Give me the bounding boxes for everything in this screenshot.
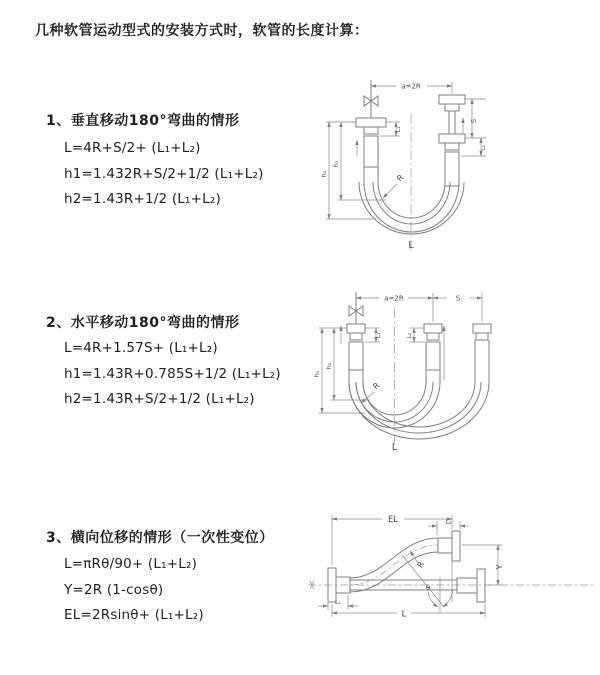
dimension-l1: [380, 122, 402, 136]
page-title: 几种软管运动型式的安装方式时，软管的长度计算：: [35, 23, 369, 39]
radius-callout: [383, 173, 406, 198]
section-2-formula-h1: h1=1.43R+0.785S+1/2 (L₁+L₂): [64, 366, 281, 382]
l-label: L: [401, 609, 407, 620]
dimension-l1: [365, 328, 382, 342]
section-2-heading: 2、水平移动180°弯曲的情形: [46, 315, 240, 331]
section-1-heading: 1、垂直移动180°弯曲的情形: [46, 113, 240, 129]
right-fitting: [439, 95, 465, 186]
section-2-formula-h2: h2=1.43R+S/2+1/2 (L₁+L₂): [64, 391, 255, 407]
left-fitting: [347, 324, 365, 370]
dimension-y: [462, 545, 504, 585]
section-1-formula-h2: h2=1.43R+1/2 (L₁+L₂): [64, 191, 221, 207]
braided-section: [445, 152, 459, 186]
braided-section: [364, 136, 378, 167]
r-label: R: [415, 560, 427, 570]
h2-label: h₂: [325, 362, 333, 370]
section-3-formula-EL: EL=2Rsinθ+ (L₁+L₂): [64, 607, 204, 623]
dimension-l2: [406, 328, 425, 342]
movement-arrows: [341, 326, 444, 380]
h1-label: h₁: [320, 170, 328, 178]
diagram-vertical-bend: [314, 72, 594, 264]
a2r-label: a=2R: [384, 294, 404, 303]
l-label: L: [408, 240, 414, 251]
right-fitting: [473, 324, 491, 340]
diagram-horizontal-bend: [308, 282, 598, 462]
y-label: Y: [495, 564, 504, 570]
l1-label: L₁: [375, 332, 382, 339]
dimension-a2r: [371, 82, 452, 93]
hose: [349, 340, 489, 439]
l2-label: L₂: [445, 519, 452, 526]
valve-icon: [349, 292, 363, 324]
section-3-formula-Y: Y=2R (1-cosθ): [64, 582, 164, 598]
hose: [359, 167, 464, 234]
angle-theta: [402, 555, 453, 613]
dimension-a2r: [356, 293, 482, 322]
braided-section: [349, 342, 363, 370]
l1-label: L₁: [395, 126, 402, 133]
el-label: EL: [387, 515, 399, 525]
l2-label: L₂: [480, 145, 487, 151]
left-fitting: [356, 118, 386, 167]
section-3-formula-L: L=πRθ/90+ (L₁+L₂): [64, 556, 198, 572]
l-label: L: [391, 442, 398, 453]
section-1-formula-L: L=4R+S/2+ (L₁+L₂): [64, 140, 201, 156]
braided-section: [426, 342, 440, 370]
l2-label: L₂: [406, 332, 413, 339]
s-label: S: [455, 294, 461, 303]
dimension-s: [461, 99, 487, 156]
middle-fitting: [424, 324, 442, 370]
bottom-right-flange: [457, 569, 485, 602]
dimension-l2: [428, 519, 469, 535]
dimension-l1: [318, 595, 358, 610]
theta-label: θ: [425, 584, 431, 592]
section-1-formula-h1: h1=1.432R+S/2+1/2 (L₁+L₂): [64, 166, 264, 182]
h2-label: h₂: [332, 160, 340, 168]
a2r-label: a=2R: [401, 82, 421, 91]
diagram-lateral-displacement: [300, 505, 600, 645]
section-2-formula-L: L=4R+1.57S+ (L₁+L₂): [64, 340, 218, 356]
dimension-el: [332, 515, 452, 565]
dimension-h: [320, 122, 386, 219]
h1-label: h₁: [313, 370, 321, 378]
s-label: S: [470, 118, 478, 124]
r-label: R: [395, 172, 406, 184]
r-label: R: [371, 380, 382, 392]
l1-label: L₁: [335, 599, 341, 606]
section-3-heading: 3、横向位移的情形（一次性变位）: [46, 530, 274, 546]
